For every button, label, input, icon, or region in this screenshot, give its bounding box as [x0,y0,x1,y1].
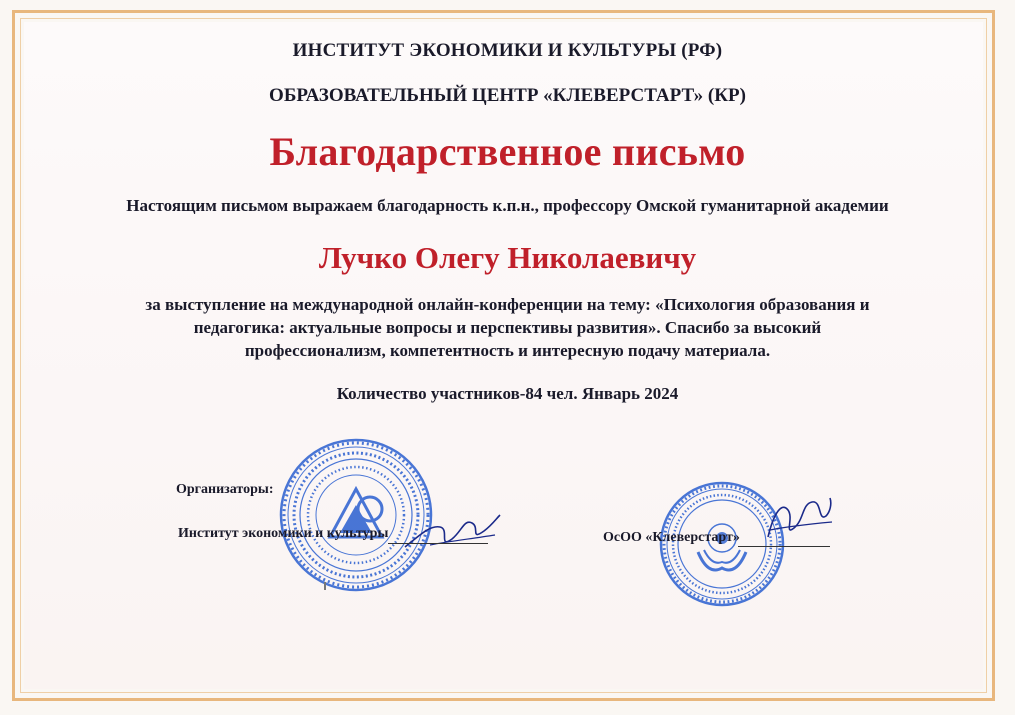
body-line-3: профессионализм, компетентность и интересную подачу материала. [244,341,771,360]
organizer-cleverstart: ОсОО «Клеверстарт» [603,530,740,545]
recipient-name: Лучко Олегу Николаевичу [318,240,697,275]
signature-line [388,543,488,544]
body-line-2: педагогика: актуальные вопросы и перспективы развития». Спасибо за высокий [193,318,822,337]
organizer-institute: Институт экономики и культуры [178,526,389,541]
body-line-1: за выступление на международной онлайн-конференции на тему: «Психология образования и [145,295,870,314]
document-title: Благодарственное письмо [269,129,746,174]
signature-icon [760,492,835,552]
organization-line-2: ОБРАЗОВАТЕЛЬНЫЙ ЦЕНТР «КЛЕВЕРСТАРТ» (КР) [269,85,746,106]
intro-text: Настоящим письмом выражаем благодарность к.п.н., профессору Омской гуманитарной академии [126,196,889,215]
participants-count: Количество участников-84 чел. Январь 2024 [336,384,679,403]
organization-line-1: ИНСТИТУТ ЭКОНОМИКИ И КУЛЬТУРЫ (РФ) [292,40,723,61]
signature-icon [400,505,505,560]
organizers-label: Организаторы: [176,482,274,497]
body-text [0,293,1015,362]
ink-mark [324,582,326,590]
signature-line [738,546,830,547]
